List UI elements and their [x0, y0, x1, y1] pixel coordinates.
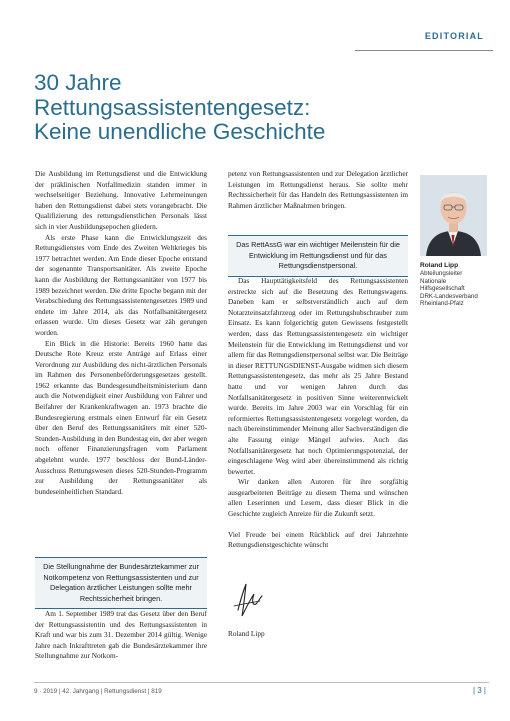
paragraph: Die Ausbildung im Rettungsdienst und die Entwicklung der präklinischen Notfallmedizin standen immer in wechselseitiger Beziehung. Innovative Lehrmeinungen haben den Rettungsdienst dabei stets vorangebracht. Die Qualifizierung des rettungsdienstlichen Personals lässt sich in vier Ausbildungsepochen gliedern. [35, 169, 207, 231]
paragraph: Am 1. September 1989 trat das Gesetz über den Beruf der Rettungsassistentin und des Rettungsassistenten in Kraft und war bis zum 31. Dezember 2014 gültig. Wenige Jahre nach Inkrafttreten gab die Bundesärztekammer ihre Stellungnahme zur Notkom- [35, 609, 207, 661]
title-line-3: Keine unendliche Geschichte [34, 119, 326, 144]
paragraph: Ein Blick in die Historie: Bereits 1960 hatte das Deutsche Rote Kreuz erste Anträge auf Erlass einer Verordnung zur Ausbildung des nicht-ärztlichen Personals im Rahmen des Personenbeförderungsgesetzes gestellt. 1962 erkannte das Bundesgesundheitsministerium dann auch die Notwendigkeit einer Ausbildung von Fahrer und Beifahrer der Krankenkraftwagen an. 1973 brachte die Bundesregierung erstmals einen Entwurf für ein Gesetz über den Beruf des Rettungssanitäters mit einer 520-Stunden-Ausbildung in den Bundestag ein, der aber wegen noch offener Finanzierungsfragen vom Parlament abgelehnt wurde. 1977 beschloss der Bund-Länder-Ausschuss Rettungswesen dieses 520-Stunden-Programm zur Ausbildung der Rettungssanitäter als bundeseinheitlichen Standard. [35, 338, 207, 496]
signature-image [230, 580, 270, 622]
paragraph: Das Haupttätigkeitsfeld des Rettungsassistenten erstreckte sich auf die Besetzung des Rettungswagens. Daneben kam er selbstverständlich auch auf dem Notarzteinsatzfahrzeug oder im Rettungshubschrauber zum Einsatz. Es kann folgerichtig guten Gewissens festgestellt werden, dass das Rettungsassistentengesetz ein wichtiger Meilenstein für die Entwicklung im Rettungsdienst und vor allem für das Rettungsdienstpersonal selbst war. Die Beiträge in dieser RETTUNGSDIENST-Ausgabe widmen sich diesem Rettungsassistentengesetz, das mehr als 25 Jahre Bestand hatte und vor wenigen Jahren durch das Notfallsanitätergesetz in positiven Sinne weiterentwickelt wurde. Bereits im Jahre 2003 war ein Vorschlag für ein reformiertes Rettungsassistentengesetz vorgelegt worden, da nach übereinstimmender Meinung aller Sachverständigen die alte Fassung einige Mängel aufwies. Auch das Notfallsanitätergesetz hat noch Optimierungspotenzial, der eingeschlagene Weg wird aber übereinstimmend als richtig bewertet. [228, 276, 408, 476]
paragraph: Wir danken allen Autoren für ihre sorgfältig ausgearbeiteten Beiträge zu diesem Thema und wünschen allen Leserinnen und Lesern, dass dieser Blick in die Geschichte zugleich Anreize für die Zukunft setzt. [228, 477, 408, 519]
paragraph: Viel Freude bei einem Rückblick auf drei Jahrzehnte Rettungsdienstgeschichte wünscht [228, 529, 408, 550]
header-divider [355, 50, 493, 51]
paragraph: petenz von Rettungsassistenten und zur Delegation ärztlicher Leistungen im Rettungsdienst heraus. Sie sollte mehr Rechtssicherheit für das Handeln des Rettungsassistenten im Rahmen ärztlicher Maßnahmen bringen. [228, 169, 408, 210]
author-photo [420, 175, 487, 256]
article-column-2 [228, 169, 408, 211]
author-name: Roland Lipp [420, 262, 459, 269]
article-column-2-continued [228, 276, 408, 551]
paragraph: Als erste Phase kann die Entwicklungszeit des Rettungsdienstes vom Ende des Zweiten Weltkrieges bis 1977 betrachtet werden. Am Ende dieser Epoche entstand der sogenannte Transportsanitäter. Als zweite Epoche kann die Ausbildung der Rettungssanitäter von 1977 bis 1989 bezeichnet werden. Die dritte Epoche begann mit der Verabschiedung des Rettungsassistentengesetzes 1989 und endete im Jahre 2014, als das Notfallsanitätergesetz erlassen wurde. Um dieses Gesetz war zäh gerungen worden. [35, 232, 207, 337]
section-label: EDITORIAL [424, 31, 484, 41]
footer-divider [34, 682, 489, 683]
page-number: | 3 | [472, 686, 486, 695]
signature-name: Roland Lipp [228, 629, 265, 638]
author-role: Abteilungsleiter Nationale Hilfsgesellschaft DRK-Landesverband Rheinland-Pfalz [420, 270, 478, 308]
title-line-2: Rettungsassistentengesetz: [34, 94, 311, 120]
footer-issue-info: 9 · 2019 | 42. Jahrgang | Rettungsdienst | 819 [34, 688, 162, 695]
article-column-1 [35, 169, 207, 497]
article-column-1-continued [35, 609, 207, 662]
title-line-1: 30 Jahre [34, 70, 122, 95]
pull-quote: Die Stellungnahme der Bundesärztekammer zur Notkompetenz von Rettungsassistenten und zur Delegation ärztlicher Leistungen sollte mehr Rechtssicherheit bringen. [35, 557, 207, 609]
page-title [34, 71, 325, 145]
pull-quote: Das RettAssG war ein wichtiger Meilenstein für die Entwicklung im Rettungsdienst und für das Rettungsdienstpersonal. [228, 235, 408, 277]
